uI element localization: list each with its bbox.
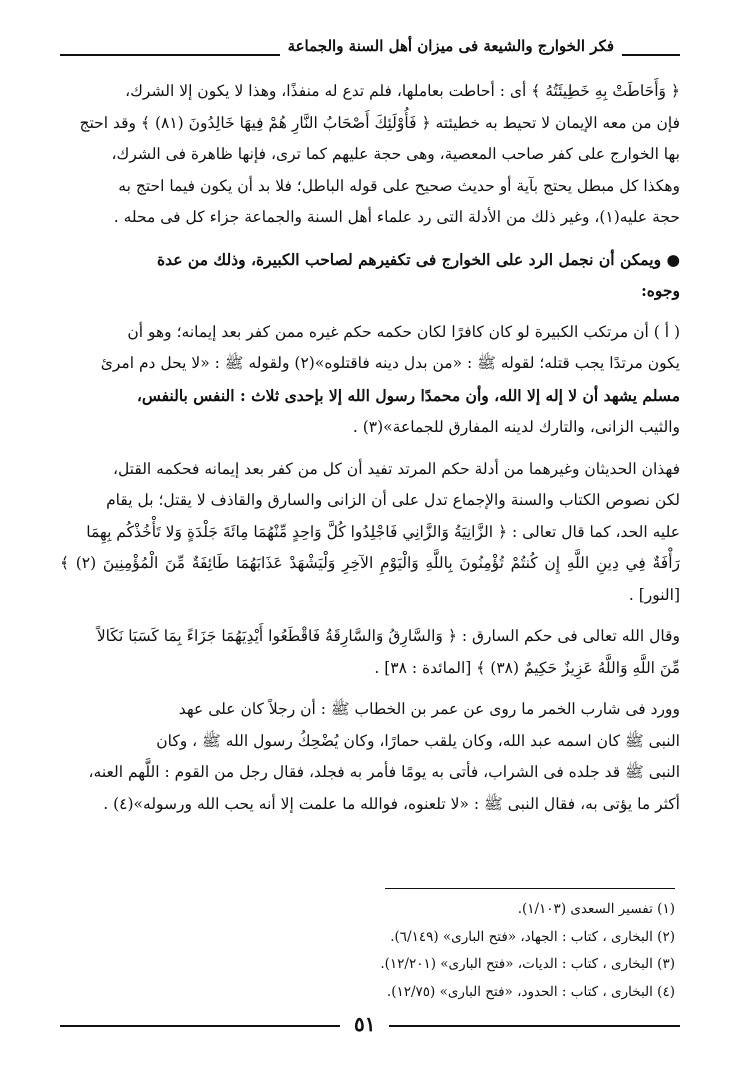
page-number: ٥١ xyxy=(340,1010,389,1038)
main-text xyxy=(60,76,680,830)
footnote-separator xyxy=(385,888,675,889)
paragraph xyxy=(60,454,680,612)
text-line: وجوه: xyxy=(641,281,680,300)
text-line: رَأْفَةٌ فِي دِينِ اللَّهِ إِن كُنتُمْ تُؤْمِنُونَ بِاللَّهِ وَالْيَوْمِ الآخِرِ وَلْيَشْهَدْ عَذَابَهُمَا طَائِفَةٌ مِّنَ الْمُؤْمِنِينَ (٢) ﴾ [النور] . xyxy=(60,554,680,604)
text-line: فهذان الحديثان وغيرهما من أدلة حكم المرتد تفيد أن كل من كفر بعد إيمانه فحكمه القتل، xyxy=(112,459,680,478)
footnote: (٤) البخارى ، كتاب : الحدود، «فتح البارى» (١٢/٧٥). xyxy=(386,983,675,1000)
text-line: ﴿ وَأَحَاطَتْ بِهِ خَطِيئَتُهُ ﴾ أى : أحاطت بعاملها، فلم تدع له منفذًا، وهذا لا يكون إلا الشرك، xyxy=(125,82,680,100)
text-line: مسلم يشهد أن لا إله إلا الله، وأن محمدًا رسول الله إلا بإحدى ثلاث : النفس بالنفس، xyxy=(136,385,680,405)
footnote: (٢) البخارى ، كتاب : الجهاد، «فتح البارى» (٦/١٤٩). xyxy=(390,928,675,945)
text-line: والثيب الزانى، والتارك لدينه المفارق للجماعة»(٣) . xyxy=(352,418,680,436)
text-line: وقال الله تعالى فى حكم السارق : ﴿ وَالسَّارِقُ وَالسَّارِقَةُ فَاقْطَعُوا أَيْدِيَهُمَا جَزَاءً بِمَا كَسَبَا نَكَالاً xyxy=(96,627,680,645)
text-line: مِّنَ اللَّهِ وَاللَّهُ عَزِيزٌ حَكِيمٌ (٣٨) ﴾ [المائدة : ٣٨] . xyxy=(374,658,680,677)
footnote: (٣) البخارى ، كتاب : الديات، «فتح البارى» (١٢/٢٠١). xyxy=(380,956,675,972)
text-line: ● ويمكن أن نجمل الرد على الخوارج فى تكفيرهم لصاحب الكبيرة، وذلك من عدة xyxy=(157,249,680,269)
text-line: وورد فى شارب الخمر ما روى عن عمر بن الخطاب ﷺ : أن رجلاً كان على عهد xyxy=(178,700,680,718)
text-line: عليه الحد، كما قال تعالى : ﴿ الزَّانِيَةُ وَالزَّانِي فَاجْلِدُوا كُلَّ وَاحِدٍ مِّنْهُمَا مِائَةَ جَلْدَةٍ وَلا تَأْخُذْكُم بِهِمَا xyxy=(86,522,680,541)
text-line: وهكذا كل مبطل يحتج بآية أو حديث صحيح على قوله الباطل؛ فلا بد أن يكون فيما احتج به xyxy=(118,176,680,195)
bullet-paragraph xyxy=(60,244,680,307)
text-line: بها الخوارج على كفر صاحب المعصية، وهى حجة عليهم كما ترى، فإنها ظاهرة فى الشرك، xyxy=(111,145,680,163)
footnote: (١) تفسير السعدى (١/١٠٣). xyxy=(517,901,675,917)
text-line: النبى ﷺ قد جلده فى الشراب، فأتى به يومًا فأمر به فجلد، فقال رجل من القوم : اللَّهم العنه، xyxy=(88,763,680,781)
paragraph xyxy=(60,621,680,684)
footnotes xyxy=(75,896,675,1006)
paragraph xyxy=(60,694,680,820)
text-line: يكون مرتدًا يجب قتله؛ لقوله ﷺ : «من بدل دينه فاقتلوه»(٢) ولقوله ﷺ : «لا يحل دم امرئ xyxy=(100,354,680,372)
page-footer xyxy=(60,1012,680,1038)
paragraph xyxy=(60,317,680,444)
running-header-title: فكر الخوارج والشيعة فى ميزان أهل السنة والجماعة xyxy=(280,36,622,56)
text-line: ( أ ) أن مرتكب الكبيرة لو كان كافرًا لكان حكمه حكم غيره ممن كفر بعد إيمانه؛ وهو أن xyxy=(127,322,680,341)
text-line: أكثر ما يؤتى به، فقال النبى ﷺ : «لا تلعنوه، فوالله ما علمت إلا أنه يحب الله ورسوله»(٤) . xyxy=(103,794,680,813)
running-header xyxy=(60,36,680,58)
text-line: حجة عليه(١)، وغير ذلك من الأدلة التى رد علماء أهل السنة والجماعة جزاء كل فى محله . xyxy=(113,208,680,226)
text-line: النبى ﷺ كان اسمه عبد الله، وكان يلقب حمارًا، وكان يُضْحِكُ رسول الله ﷺ ، وكان xyxy=(156,731,680,750)
paragraph xyxy=(60,76,680,234)
text-line: فإن من معه الإيمان لا تحيط به خطيئته ﴿ فَأُوْلَئِكَ أَصْحَابُ النَّارِ هُمْ فِيهَا خَالِدُونَ (٨١) ﴾ وقد احتج xyxy=(79,113,680,132)
text-line: لكن نصوص الكتاب والسنة والإجماع تدل على أن الزانى والسارق والقاذف لا يقتل؛ بل يقام xyxy=(106,491,680,509)
